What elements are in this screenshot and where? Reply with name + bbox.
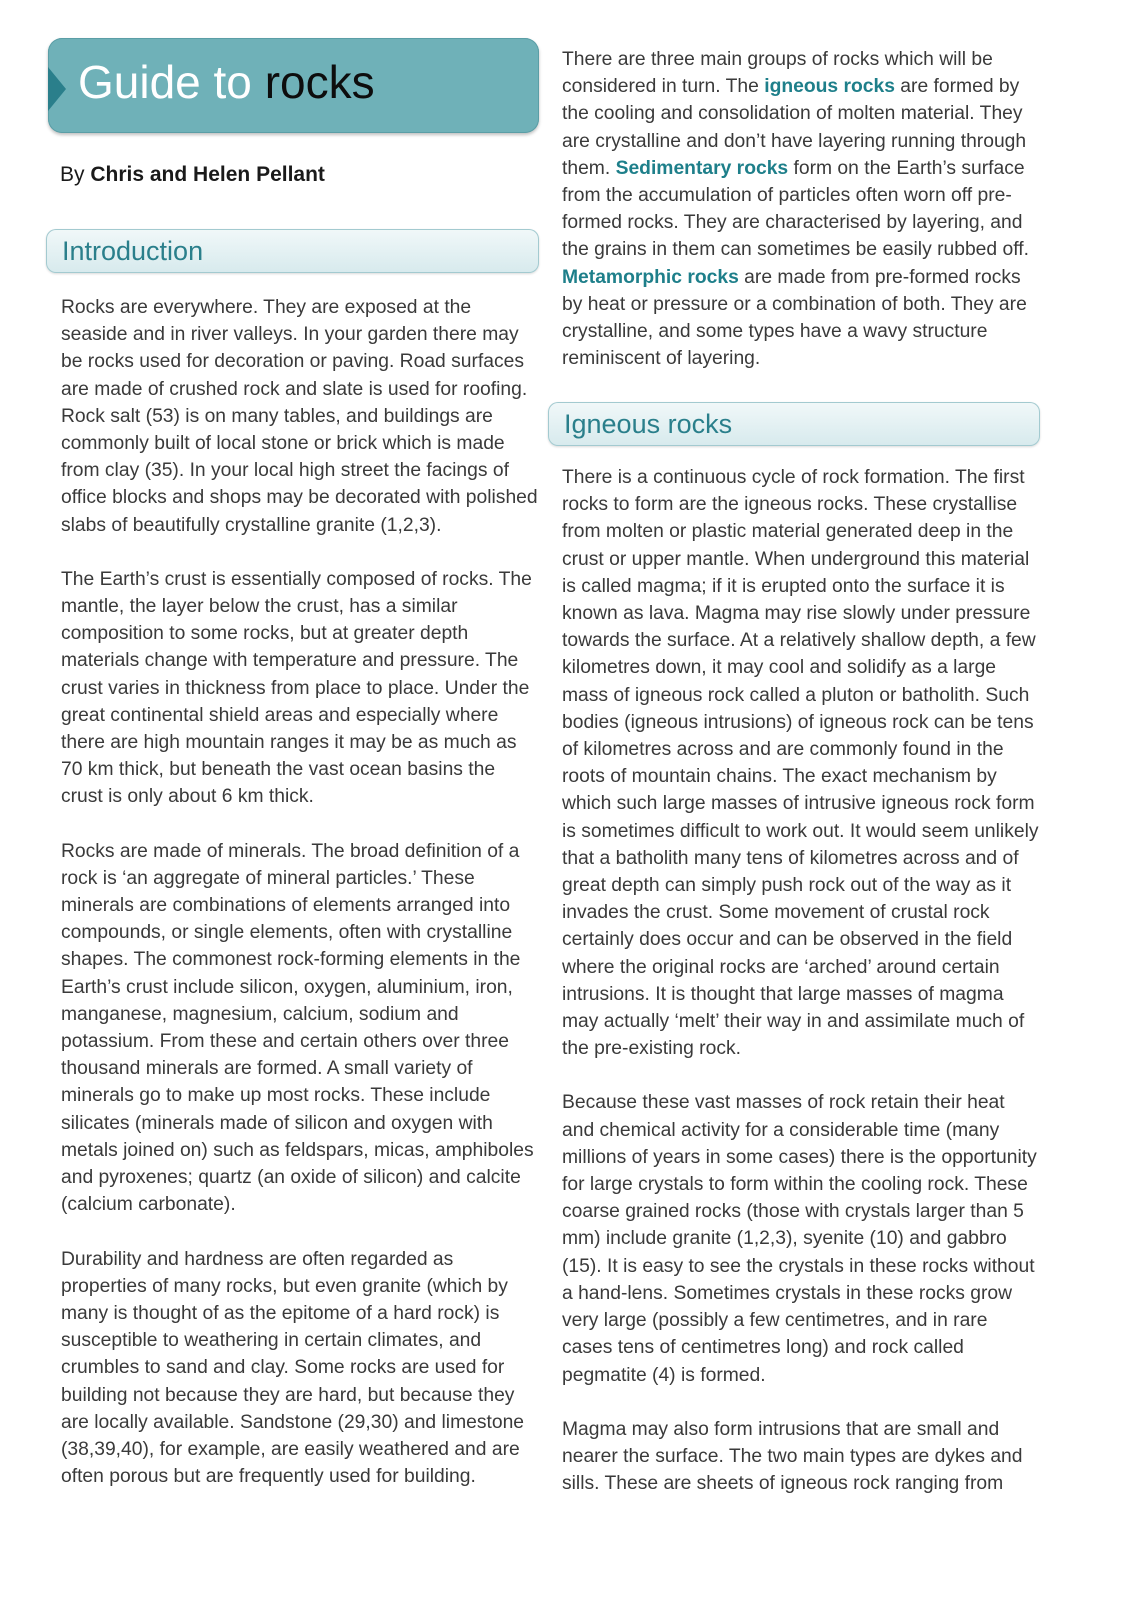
paragraph: Because these vast masses of rock retain their heat and chemical activity for a considerable time (many millions of years in some cases) there is the opportunity for large crystals to form within the cooling rock. These coarse grained rocks (those with crystals larger than 5 mm) include granite (1,2,3), syenite (10) and gabbro (15). It is easy to see the crystals in these rocks without a hand-lens. Sometimes crystals in these rocks grow very large (possibly a few centimetres, and in rare cases tens of centimetres long) and rock called pegmatite (4) is formed. — [562, 1092, 1037, 1386]
paragraph: Durability and hardness are often regarded as properties of many rocks, but even granite (which by many is thought of as the epitome of a hard rock) is susceptible to weathering in certain climates, and crumbles to sand and clay. Some rocks are used for building not because they are hard, but because they are locally available. Sandstone (29,30) and limestone (38,39,40), for example, are easily weathered and are often porous but are frequently used for building. — [61, 1248, 525, 1488]
term-metamorphic-rocks: Metamorphic rocks — [562, 266, 739, 288]
triangle-arrow-icon — [48, 67, 66, 111]
title-banner — [48, 38, 539, 133]
text-segment: are formed by the cooling and consolidation of molten material. They are crystalline and don’t have layering running through them. — [562, 76, 1027, 179]
igneous-body — [562, 464, 1040, 1497]
section-heading-label: Introduction — [62, 236, 204, 266]
paragraph: Magma may also form intrusions that are small and nearer the surface. The two main types are dykes and sills. These are sheets of igneous rock ranging from — [562, 1418, 1023, 1495]
section-heading-label: Igneous rocks — [564, 409, 733, 439]
section-heading-introduction — [46, 229, 539, 273]
term-sedimentary-rocks: Sedimentary rocks — [615, 157, 789, 179]
paragraph — [562, 46, 1040, 372]
paragraph: The Earth’s crust is essentially composed of rocks. The mantle, the layer below the crust, has a similar composition to some rocks, but at greater depth materials change with temperature and pressure. The crust varies in thickness from place to place. Under the great continental shield areas and especially where there are high mountain ranges it may be as much as 70 km thick, but beneath the vast ocean basins the crust is only about 6 km thick. — [61, 568, 532, 808]
paragraph: There is a continuous cycle of rock formation. The first rocks to form are the igneous rocks. These crystallise from molten or plastic material generated deep in the crust or upper mantle. When underground this material is called magma; if it is erupted onto the surface it is known as lava. Magma may rise slowly under pressure towards the surface. At a relatively shallow depth, a few kilometres down, it may cool and solidify as a large mass of igneous rock called a pluton or batholith. Such bodies (igneous intrusions) of igneous rock can be tens of kilometres across and are commonly found in the roots of mountain chains. The exact mechanism by which such large masses of intrusive igneous rock form is sometimes difficult to work out. It would seem unlikely that a batholith many tens of kilometres across and of great depth can simply push rock out of the way as it invades the crust. Some movement of crustal rock certainly does occur and can be observed in the field where the original rocks are ‘arched’ around certain intrusions. It is thought that large masses of magma may actually ‘melt’ their way in and assimilate much of the pre-existing rock. — [562, 467, 1039, 1060]
text-segment: There are three main groups of rocks which will be considered in turn. The — [562, 49, 993, 98]
text-segment: are made from pre-formed rocks by heat or pressure or a combination of both. They are crystalline, and some types have a wavy structure reminiscent of layering. — [562, 266, 1027, 370]
paragraph: Rocks are made of minerals. The broad definition of a rock is ‘an aggregate of mineral particles.’ These minerals are combinations of elements arranged into compounds, or single elements, often with crystalline shapes. The commonest rock-forming elements in the Earth’s crust include silicon, oxygen, aluminium, iron, manganese, magnesium, calcium, sodium and potassium. From these and certain others over three thousand minerals are formed. A small variety of minerals go to make up most rocks. These include silicates (minerals made of silicon and oxygen with metals joined on) such as feldspars, micas, amphiboles and pyroxenes; quartz (an oxide of silicon) and calcite (calcium carbonate). — [61, 840, 534, 1216]
byline-authors: Chris and Helen Pellant — [90, 163, 325, 186]
introduction-body — [61, 294, 541, 1490]
title-part-1: Guide to — [78, 56, 252, 108]
term-igneous-rocks: igneous rocks — [764, 76, 895, 98]
section-heading-igneous-rocks — [548, 402, 1040, 446]
title-part-2: rocks — [264, 56, 375, 108]
paragraph: Rocks are everywhere. They are exposed at the seaside and in river valleys. In your garden there may be rocks used for decoration or paving. Road surfaces are made of crushed rock and slate is used for roofing. Rock salt (53) is on many tables, and buildings are commonly built of local stone or brick which is made from clay (35). In your local high street the facings of office blocks and shops may be decorated with polished slabs of beautifully crystalline granite (1,2,3). — [61, 297, 538, 536]
rock-groups-body — [562, 46, 1040, 372]
page-title — [78, 54, 375, 110]
byline — [60, 160, 325, 190]
byline-prefix: By — [60, 163, 85, 186]
text-segment: form on the Earth’s surface from the accumulation of particles often worn off pre-formed rocks. They are characterised by layering, and the grains in them can sometimes be easily rubbed off. — [562, 157, 1029, 261]
